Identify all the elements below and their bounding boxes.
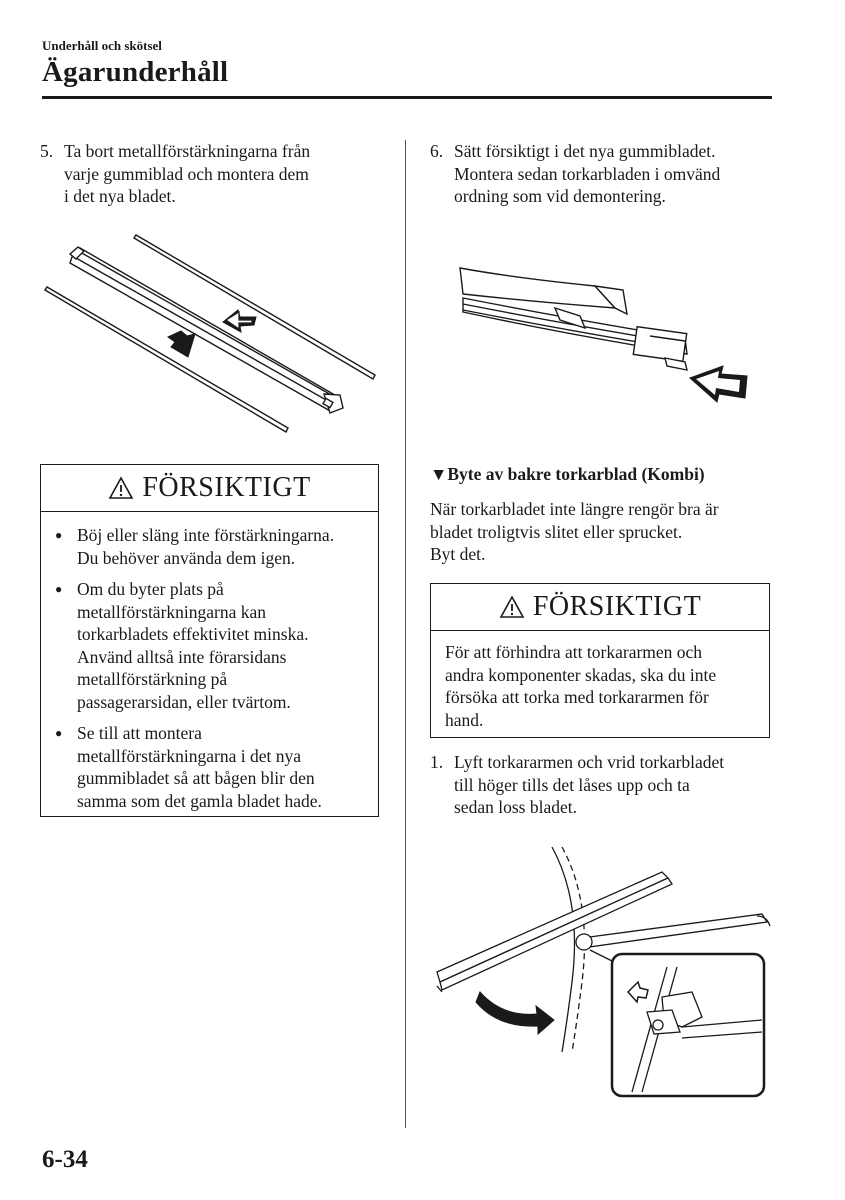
step-number: 6. [430, 141, 444, 161]
paragraph-line: bladet troligtvis slitet eller sprucket. [430, 521, 683, 542]
section-label: Underhåll och skötsel [42, 38, 162, 53]
bullet-text [77, 722, 322, 812]
metal-reinforcement-illustration [40, 230, 385, 440]
caution-bullet [55, 722, 366, 812]
step-line: Ta bort metallförstärkningarna från [64, 141, 311, 161]
bullet-icon: ● [55, 582, 63, 596]
caution-heading [431, 584, 769, 631]
bullet-line: Använd alltså inte förarsidans [77, 646, 287, 667]
step-line: Lyft torkararmen och vrid torkarbladet [454, 752, 725, 772]
caution-bullet [55, 578, 366, 713]
bullet-icon: ● [55, 726, 63, 740]
bullet-text [77, 578, 308, 713]
caution-bullet [55, 524, 366, 569]
bullet-line: gummibladet så att bågen blir den [77, 768, 315, 788]
bullet-line: metallförstärkningarna kan [77, 601, 267, 622]
step-line: Montera sedan torkarbladen i omvänd [454, 163, 721, 184]
rubber-blade-insert-illustration [455, 258, 755, 408]
step-line: Sätt försiktigt i det nya gummibladet. [454, 141, 716, 161]
caution-text [431, 631, 769, 741]
caution-heading [41, 465, 378, 512]
bullet-line: Du behöver använda dem igen. [77, 547, 296, 568]
title-rule [42, 96, 772, 99]
step-6 [430, 140, 790, 208]
intro-paragraph [430, 498, 790, 566]
warning-triangle-icon [108, 476, 134, 500]
step-text [454, 140, 790, 208]
step-line: till höger tills det låses upp och ta [454, 774, 690, 795]
caution-line: hand. [445, 709, 484, 730]
step-1 [430, 751, 790, 819]
bullet-text [77, 524, 334, 569]
step-5 [40, 140, 380, 208]
caution-box-left [40, 464, 379, 817]
bullet-line: metallförstärkningarna i det nya [77, 745, 302, 766]
bullet-line: passagerarsidan, eller tvärtom. [77, 691, 291, 712]
page-number: 6-34 [42, 1146, 88, 1173]
bullet-line: Om du byter plats på [77, 579, 224, 599]
caution-line: andra komponenter skadas, ska du inte [445, 664, 717, 685]
paragraph-line: När torkarbladet inte längre rengör bra är [430, 499, 719, 519]
section-subheading: ▼Byte av bakre torkarblad (Kombi) [430, 464, 705, 484]
warning-triangle-icon [499, 595, 525, 619]
rear-wiper-removal-illustration [432, 842, 777, 1102]
step-line: varje gummiblad och montera dem [64, 163, 309, 184]
step-line: ordning som vid demontering. [454, 186, 666, 206]
caution-line: försöka att torka med torkararmen för [445, 687, 709, 707]
step-text [454, 751, 790, 819]
step-line: sedan loss bladet. [454, 797, 577, 817]
step-line: i det nya bladet. [64, 186, 176, 206]
caution-box-right [430, 583, 770, 738]
column-divider [405, 140, 406, 1128]
bullet-icon: ● [55, 528, 63, 542]
caution-title: FÖRSIKTIGT [142, 472, 311, 503]
caution-line: För att förhindra att torkararmen och [445, 642, 703, 662]
step-text [64, 140, 380, 208]
bullet-line: samma som det gamla bladet hade. [77, 790, 322, 811]
page-title: Ägarunderhåll [42, 56, 229, 88]
caution-title: FÖRSIKTIGT [532, 591, 702, 622]
bullet-line: torkarbladets effektivitet minska. [77, 624, 309, 644]
step-number: 5. [40, 141, 54, 161]
paragraph-line: Byt det. [430, 544, 486, 564]
caution-list [41, 512, 378, 831]
bullet-line: Böj eller släng inte förstärkningarna. [77, 525, 335, 545]
step-number: 1. [430, 752, 444, 772]
bullet-line: metallförstärkning på [77, 669, 228, 689]
bullet-line: Se till att montera [77, 723, 202, 743]
